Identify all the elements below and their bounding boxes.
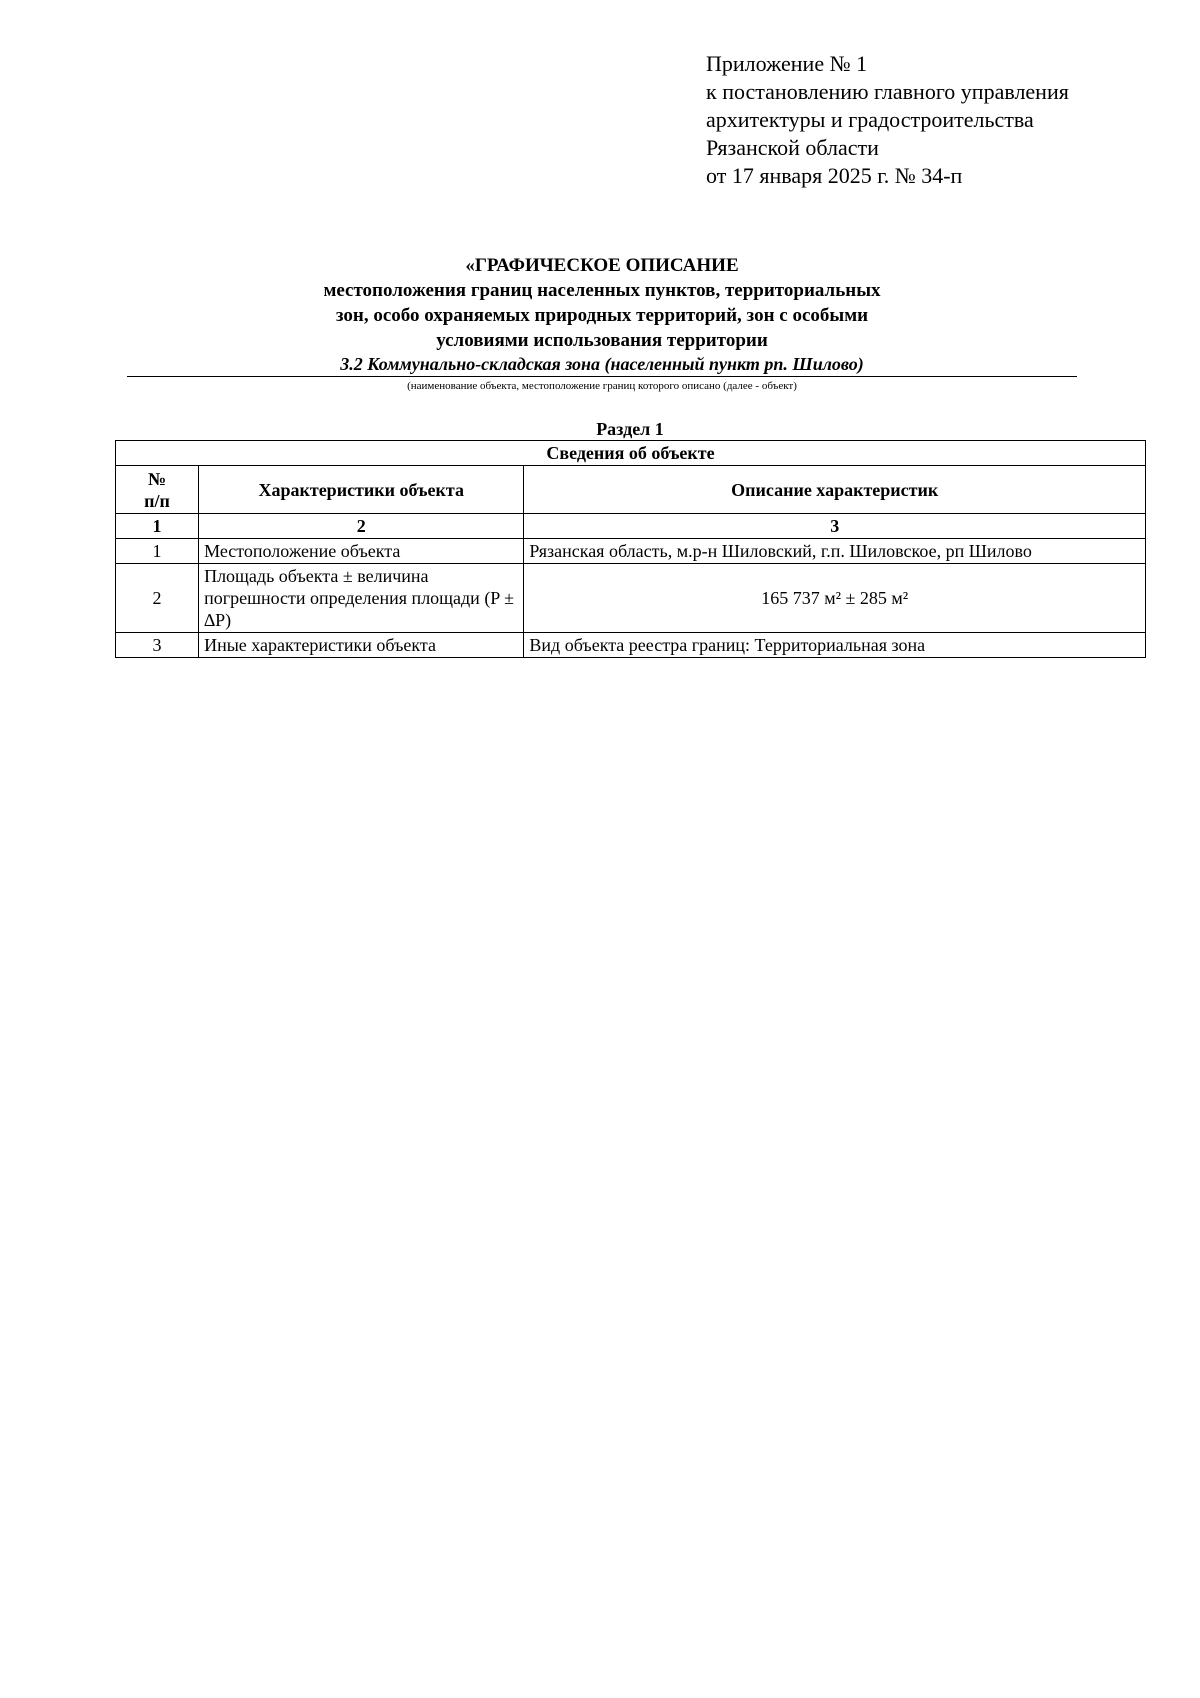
document-title-block xyxy=(127,253,1077,393)
column-number: 3 xyxy=(524,514,1146,539)
table-caption: Сведения об объекте xyxy=(116,441,1146,466)
row-characteristic: Местоположение объекта xyxy=(199,539,524,564)
table-row xyxy=(116,633,1146,658)
document-title: «ГРАФИЧЕСКОЕ ОПИСАНИЕ xyxy=(465,255,739,276)
column-header-description: Описание характеристик xyxy=(524,466,1146,514)
table-row xyxy=(116,564,1146,633)
row-characteristic: Иные характеристики объекта xyxy=(199,633,524,658)
row-description: Рязанская область, м.р-н Шиловский, г.п. Шиловское, рп Шилово xyxy=(524,539,1146,564)
document-subtitle-line: зон, особо охраняемых природных территорий, зон с особыми xyxy=(335,305,869,326)
column-number-row xyxy=(116,514,1146,539)
row-characteristic: Площадь объекта ± величина погрешности определения площади (P ± ∆P) xyxy=(199,564,524,633)
appendix-line: Приложение № 1 xyxy=(706,51,868,76)
object-name: 3.2 Коммунально-складская зона (населенный пункт рп. Шилово) xyxy=(340,354,864,374)
appendix-line: от 17 января 2025 г. № 34-п xyxy=(706,163,963,188)
document-subtitle-line: местоположения границ населенных пунктов, территориальных xyxy=(323,280,881,301)
row-number: 1 xyxy=(116,539,199,564)
column-header-number: № п/п xyxy=(116,466,199,514)
object-name-underline xyxy=(127,376,1077,377)
row-number: 3 xyxy=(116,633,199,658)
table-header-row xyxy=(116,466,1146,514)
table-caption-row xyxy=(116,441,1146,466)
document-subtitle-line: условиями использования территории xyxy=(436,330,768,351)
row-description: 165 737 м² ± 285 м² xyxy=(524,564,1146,633)
row-number: 2 xyxy=(116,564,199,633)
column-header-characteristic: Характеристики объекта xyxy=(199,466,524,514)
section-title: Раздел 1 xyxy=(596,419,664,439)
appendix-line: архитектуры и градостроительства xyxy=(706,107,1034,132)
object-info-table xyxy=(115,440,1146,658)
appendix-line: Рязанской области xyxy=(706,135,879,160)
column-number: 2 xyxy=(199,514,524,539)
appendix-line: к постановлению главного управления xyxy=(706,79,1069,104)
row-description: Вид объекта реестра границ: Территориальная зона xyxy=(524,633,1146,658)
table-row xyxy=(116,539,1146,564)
column-number: 1 xyxy=(116,514,199,539)
appendix-block xyxy=(706,50,1176,190)
object-name-hint: (наименование объекта, местоположение границ которого описано (далее - объект) xyxy=(407,380,797,392)
